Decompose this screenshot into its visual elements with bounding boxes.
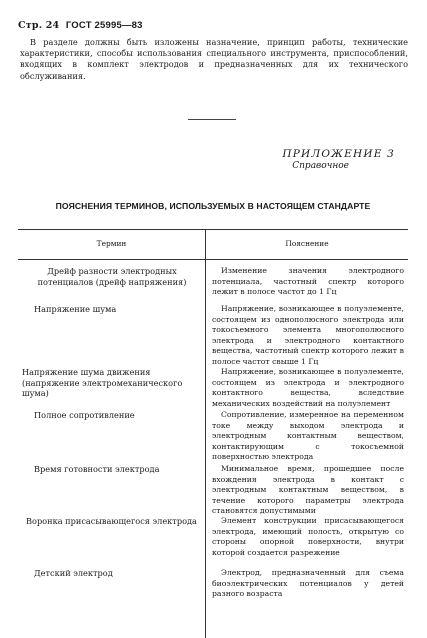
table-row-definition: Минимальное время, прошедшее после вхождения электрода в контакт с электродным контактным веществом, в течение которого параметры электрода становятся допустимыми <box>212 464 404 516</box>
appendix-block <box>275 148 395 171</box>
standard-code: ГОСТ 25995—83 <box>65 20 143 31</box>
table-row-term: Напряжение шума движения (напряжение электромеханического шума) <box>22 367 183 399</box>
page-header <box>18 20 143 31</box>
section-divider <box>188 119 236 120</box>
table-row-definition: Элемент конструкции присасывающегося электрода, имеющий полость, открытую со стороны опорной поверхности, внутри которой создается разрежение <box>212 516 404 557</box>
table-header-definition: Пояснение <box>285 239 329 248</box>
table-row-definition: Напряжение, возникающее в полуэлементе, состоящем из электрода и электродного контактного вещества, вследствие механических воздействий на полуэлемент <box>212 367 404 408</box>
table-row-term: Дрейф разности электродных потенциалов (дрейф напряжения) <box>37 266 187 287</box>
table-row-term: Время готовности электрода <box>34 464 160 474</box>
table-row-term: Полное сопротивление <box>34 410 135 420</box>
table-row-definition: Электрод, предназначенный для съема биоэлектрических потенциалов у детей разного возраста <box>212 568 404 599</box>
table-row-term: Воронка присасывающегося электрода <box>26 516 197 526</box>
page-number: Стр. 24 <box>18 20 60 31</box>
table-row-term: Напряжение шума <box>34 304 117 314</box>
intro-paragraph: В разделе должны быть изложены назначение, принцип работы, технические характеристики, способы использования специального инструмента, приспособлений, входящих в комплект электродов и предназначенных для их технического обслуживания. <box>20 37 408 81</box>
table-row-definition: Изменение значения электродного потенциала, частотный спектр которого лежит в полосе частот до 1 Гц <box>212 266 404 297</box>
table-row-definition: Сопротивление, измеренное на переменном токе между выходом электрода и электродным контактным веществом, контактирующим с токосъемной поверхностью электрода <box>212 410 404 462</box>
appendix-label: ПРИЛОЖЕНИЕ 3 <box>282 148 395 160</box>
appendix-kind: Справочное <box>292 161 349 171</box>
table-header-term: Термин <box>96 239 127 248</box>
document-title: ПОЯСНЕНИЯ ТЕРМИНОВ, ИСПОЛЬЗУЕМЫХ В НАСТОЯЩЕМ СТАНДАРТЕ <box>55 201 371 211</box>
table-row-definition: Напряжение, возникающее в полуэлементе, состоящем из однополюсного электрода или токосъемного элемента многополюсного электрода и электродного контактного вещества, частотный спектр которого лежит в полосе частот свыше 1 Гц <box>212 304 404 366</box>
table-top-rule <box>18 229 408 230</box>
table-header-rule <box>18 259 408 260</box>
table-column-divider <box>205 229 206 638</box>
table-row-term: Детский электрод <box>34 568 113 578</box>
